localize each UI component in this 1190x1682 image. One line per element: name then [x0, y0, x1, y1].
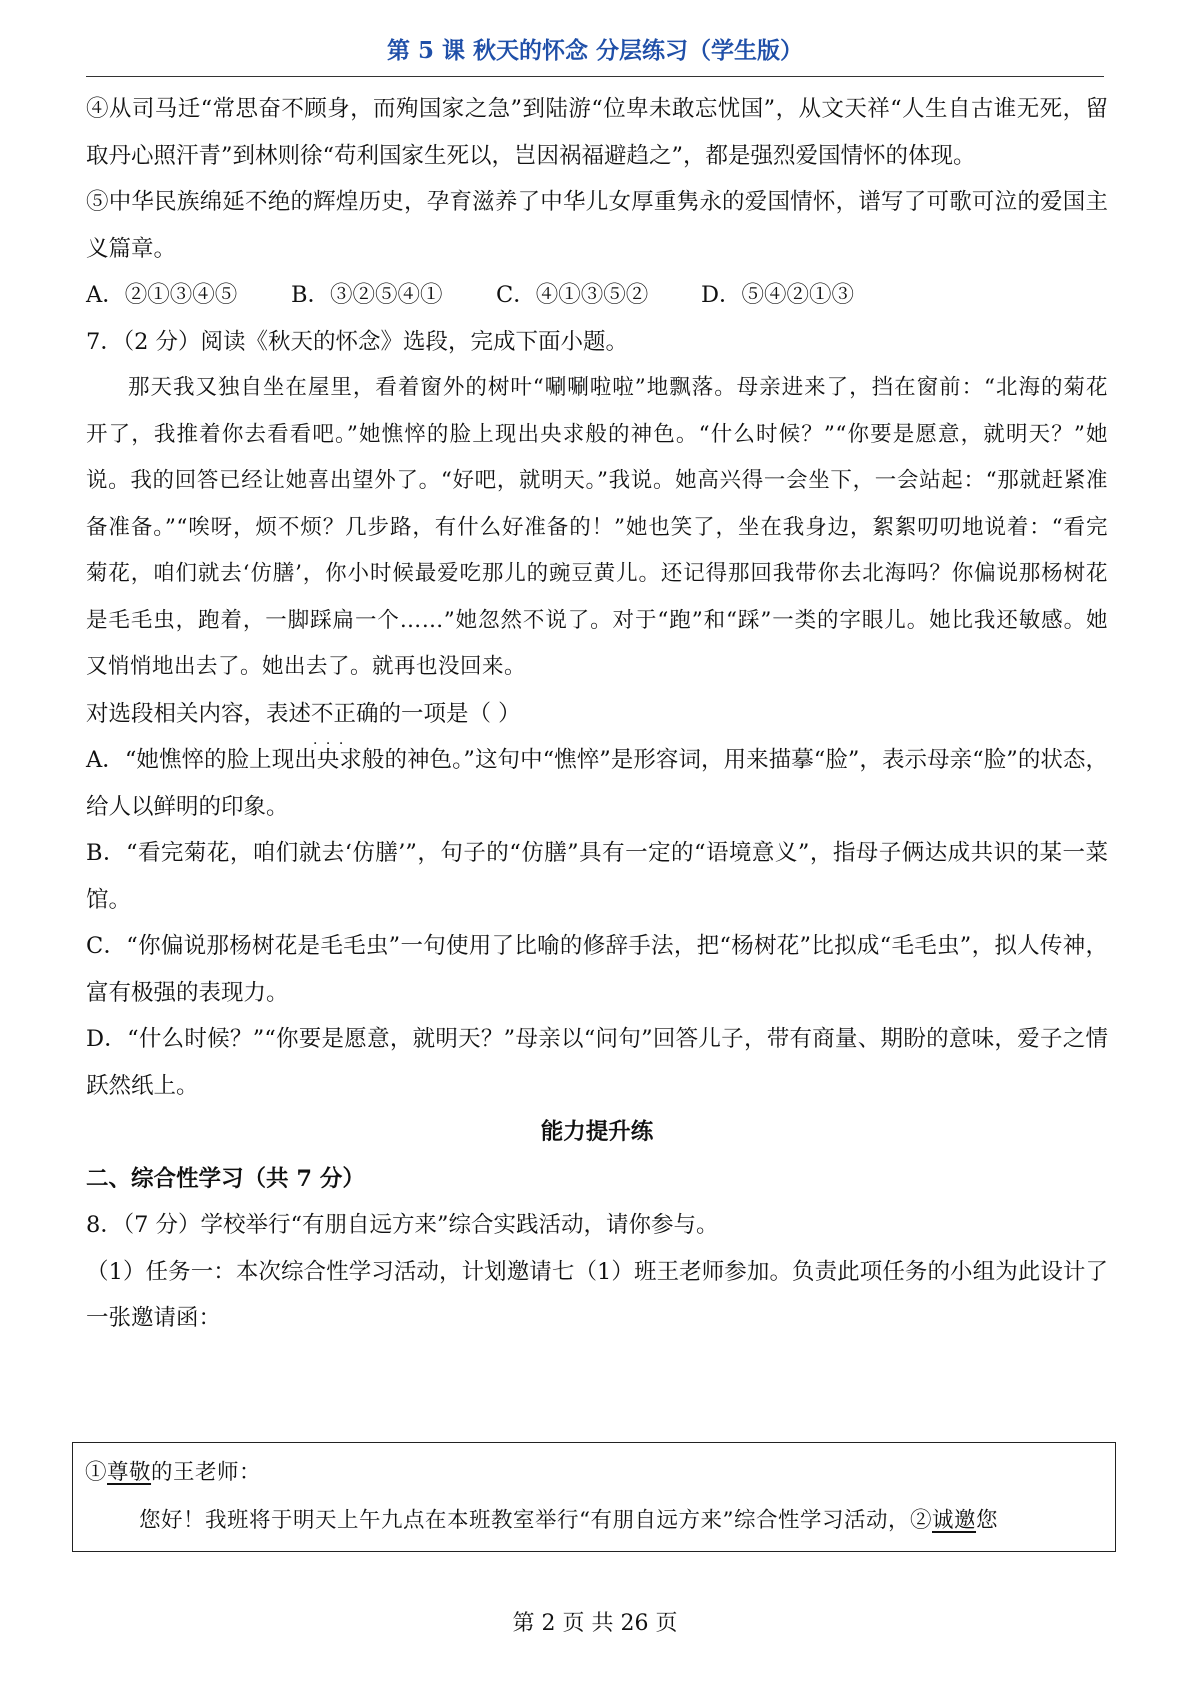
q8-stem: 8．（7 分）学校举行“有朋自远方来”综合实践活动，请你参与。	[86, 1212, 719, 1238]
main-content	[86, 86, 1108, 1342]
page-title: 第 5 课 秋天的怀念 分层练习（学生版）	[386, 37, 804, 64]
q6-option-b[interactable]: B．③②⑤④①	[291, 282, 443, 308]
q7-question	[86, 691, 1108, 738]
q6-option-c[interactable]: C．④①③⑤②	[496, 282, 649, 308]
page-footer	[0, 1606, 1190, 1637]
letter-underlined-word-1: 尊敬	[107, 1460, 152, 1485]
q7-option-d[interactable]: D．“什么时候？”“你要是愿意，就明天？”母亲以“问句”回答儿子，带有商量、期盼的意味，爱子之情跃然纸上。	[86, 1026, 1108, 1099]
q7-option-b[interactable]: B．“看完菊花，咱们就去‘仿膳’”，句子的“仿膳”具有一定的“语境意义”，指母子俩达成共识的某一菜馆。	[86, 840, 1108, 913]
letter-underlined-word-2: 诚邀	[932, 1508, 977, 1533]
q6-option-d[interactable]: D．⑤④②①③	[701, 282, 855, 308]
page-header	[86, 32, 1104, 77]
q8-task1: （1）任务一：本次综合性学习活动，计划邀请七（1）班王老师参加。负责此项任务的小组为此设计了一张邀请函：	[86, 1258, 1108, 1331]
q6-item-5: ⑤中华民族绵延不绝的辉煌历史，孕育滋养了中华儿女厚重隽永的爱国情怀，谱写了可歌可泣的爱国主义篇章。	[86, 189, 1108, 262]
letter-salutation: ①尊敬的王老师：	[85, 1460, 262, 1485]
part-heading: 二、综合性学习（共 7 分）	[86, 1165, 365, 1192]
q6-item-4: ④从司马迁“常思奋不顾身，而殉国家之急”到陆游“位卑未敢忘忧国”，从文天祥“人生自古谁无死，留取丹心照汗青”到林则徐“苟利国家生死以，岂因祸福避趋之”，都是强烈爱国情怀的体现。	[86, 96, 1108, 169]
q7-option-c[interactable]: C．“你偏说那杨树花是毛毛虫”一句使用了比喻的修辞手法，把“杨树花”比拟成“毛毛虫”，拟人传神，富有极强的表现力。	[86, 933, 1108, 1006]
page-number: 第 2 页 共 26 页	[512, 1611, 678, 1636]
q7-passage: 那天我又独自坐在屋里，看着窗外的树叶“唰唰啦啦”地飘落。母亲进来了，挡在窗前：“北海的菊花开了，我推着你去看看吧。”她憔悴的脸上现出央求般的神色。“什么时候？”“你要是愿意，就明天？”她说。我的回答已经让她喜出望外了。“好吧，就明天。”我说。她高兴得一会坐下，一会站起：“那就赶紧准备准备。”“唉呀，烦不烦？几步路，有什么好准备的！”她也笑了，坐在我身边，絮絮叨叨地说着：“看完菊花，咱们就去‘仿膳’，你小时候最爱吃那儿的豌豆黄儿。还记得那回我带你去北海吗？你偏说那杨树花是毛毛虫，跑着，一脚踩扁一个……”她忽然不说了。对于“跑”和“踩”一类的字眼儿。她比我还敏感。她又悄悄地出去了。她出去了。就再也没回来。	[86, 375, 1108, 679]
q6-option-a[interactable]: A．②①③④⑤	[86, 282, 238, 308]
letter-body: 您好！我班将于明天上午九点在本班教室举行“有朋自远方来”综合性学习活动，②诚邀您	[139, 1508, 999, 1533]
q7-question-pre: 对选段相关内容，表述	[86, 700, 312, 727]
invitation-letter-box	[72, 1442, 1116, 1552]
q7-question-post: 的一项是（ ）	[378, 700, 521, 727]
q7-stem: 7．（2 分）阅读《秋天的怀念》选段，完成下面小题。	[86, 328, 629, 355]
section-title: 能力提升练	[540, 1119, 654, 1145]
q7-question-emphasis: 不正确 · · ·	[311, 701, 379, 727]
q6-options	[86, 272, 1108, 319]
q7-option-a[interactable]: A．“她憔悴的脸上现出央求般的神色。”这句中“憔悴”是形容词，用来描摹“脸”，表示母亲“脸”的状态，给人以鲜明的印象。	[86, 747, 1108, 820]
